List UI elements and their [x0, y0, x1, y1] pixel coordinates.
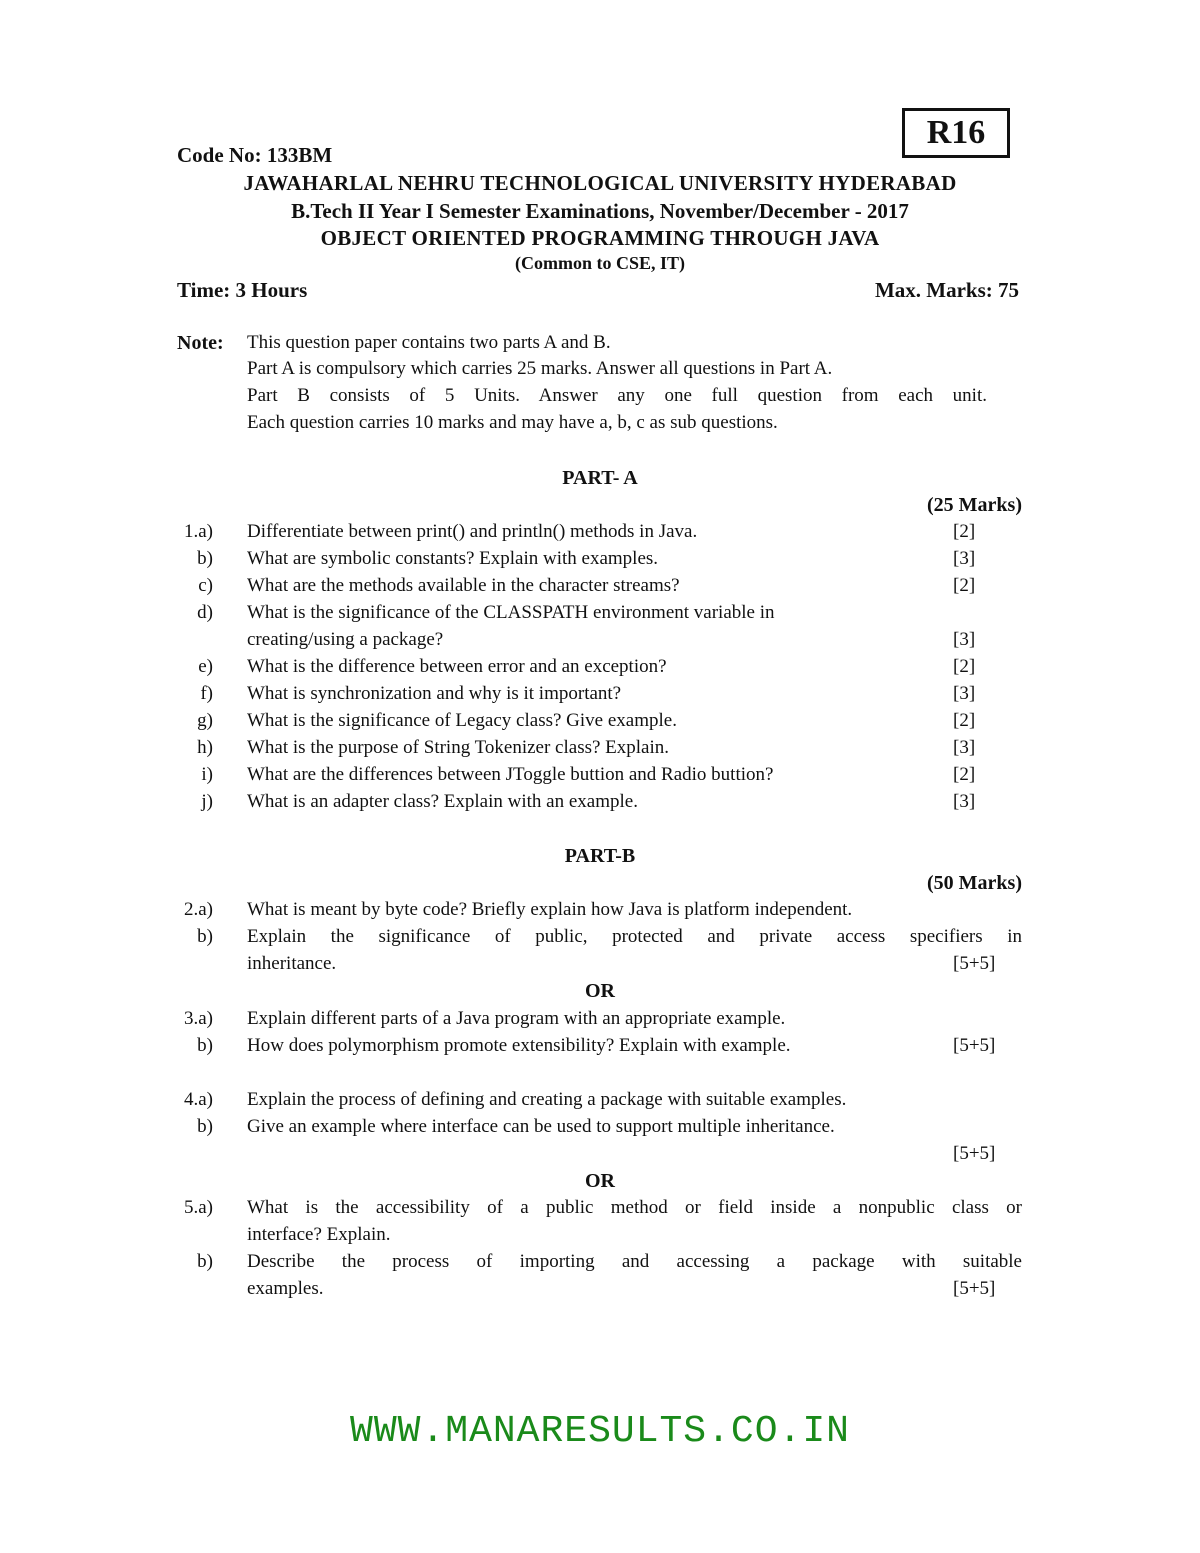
note-line: Each question carries 10 marks and may have a, b, c as sub questions. — [247, 412, 778, 433]
question-label: 4.a) — [183, 1089, 213, 1110]
question-label: e) — [198, 656, 213, 677]
question-text: What are the methods available in the character streams? — [247, 575, 680, 596]
question-text: What are the differences between JToggle buttion and Radio buttion? — [247, 764, 774, 785]
note-label: Note: — [177, 332, 224, 354]
code-number: Code No: 133BM — [177, 143, 333, 167]
question-label: i) — [201, 764, 213, 785]
note-line: Part A is compulsory which carries 25 marks. Answer all questions in Part A. — [247, 358, 833, 379]
question-text: What is synchronization and why is it important? — [247, 683, 622, 704]
question-text-continued: inheritance. — [247, 953, 337, 974]
question-mark: [3] — [953, 683, 976, 704]
part-a-title: PART- A — [562, 467, 638, 489]
question-label: b) — [197, 926, 213, 947]
question-text: What is the significance of the CLASSPATH environment variable in — [247, 602, 775, 623]
question-label: 5.a) — [183, 1197, 213, 1218]
university-name: JAWAHARLAL NEHRU TECHNOLOGICAL UNIVERSITY HYDERABAD — [243, 171, 957, 195]
question-label: d) — [197, 602, 213, 623]
or-separator: OR — [585, 980, 615, 1002]
question-label: h) — [197, 737, 213, 758]
question-text: What is the difference between error and an exception? — [247, 656, 667, 677]
question-text: How does polymorphism promote extensibility? Explain with example. — [247, 1035, 791, 1056]
part-b-marks: (50 Marks) — [927, 872, 1022, 894]
question-mark: [3] — [953, 629, 976, 650]
exam-time: Time: 3 Hours — [177, 278, 308, 302]
question-text: What is an adapter class? Explain with an example. — [247, 791, 638, 812]
question-mark: [3] — [953, 791, 976, 812]
question-text: Explain the process of defining and creating a package with suitable examples. — [247, 1089, 847, 1110]
website-url: WWW.MANARESULTS.CO.IN — [350, 1410, 850, 1453]
question-label: 2.a) — [183, 899, 213, 920]
or-separator: OR — [585, 1170, 615, 1192]
question-mark: [2] — [953, 521, 976, 542]
question-mark: [2] — [953, 764, 976, 785]
question-text: Give an example where interface can be used to support multiple inheritance. — [247, 1116, 835, 1137]
branches-line: (Common to CSE, IT) — [514, 253, 685, 273]
question-text: What is the purpose of String Tokenizer class? Explain. — [247, 737, 670, 758]
question-mark: [5+5] — [953, 1035, 996, 1056]
max-marks: Max. Marks: 75 — [874, 278, 1019, 302]
question-text-continued: creating/using a package? — [247, 629, 444, 650]
exam-title: B.Tech II Year I Semester Examinations, November/December - 2017 — [291, 199, 909, 223]
question-mark: [5+5] — [953, 953, 996, 974]
question-mark: [5+5] — [953, 1278, 996, 1299]
question-text: Differentiate between print() and println() methods in Java. — [247, 521, 698, 542]
question-mark: [5+5] — [953, 1143, 996, 1164]
question-label: b) — [197, 1251, 213, 1272]
subject-title: OBJECT ORIENTED PROGRAMMING THROUGH JAVA — [320, 226, 880, 250]
question-label: b) — [197, 548, 213, 569]
question-mark: [2] — [953, 710, 976, 731]
question-text-continued: examples. — [247, 1278, 324, 1299]
question-label: f) — [200, 683, 213, 704]
question-mark: [3] — [953, 737, 976, 758]
question-text-continued: interface? Explain. — [247, 1224, 391, 1245]
question-label: b) — [197, 1035, 213, 1056]
question-mark: [3] — [953, 548, 976, 569]
question-text: What is the accessibility of a public method or field inside a nonpublic class or — [247, 1197, 1022, 1218]
question-text: What is meant by byte code? Briefly explain how Java is platform independent. — [247, 899, 853, 920]
note-line: Part B consists of 5 Units. Answer any one full question from each unit. — [247, 385, 987, 406]
question-mark: [2] — [953, 656, 976, 677]
part-a-marks: (25 Marks) — [927, 494, 1022, 516]
question-text: Explain different parts of a Java program with an appropriate example. — [247, 1008, 786, 1029]
regulation-badge: R16 — [902, 108, 1010, 158]
question-text: Explain the significance of public, protected and private access specifiers in — [247, 926, 1022, 947]
question-text: Describe the process of importing and accessing a package with suitable — [247, 1251, 1022, 1272]
question-text: What are symbolic constants? Explain with examples. — [247, 548, 659, 569]
question-label: j) — [201, 791, 213, 812]
question-label: 3.a) — [183, 1008, 213, 1029]
question-label: b) — [197, 1116, 213, 1137]
question-label: 1.a) — [183, 521, 213, 542]
question-label: g) — [197, 710, 213, 731]
question-text: What is the significance of Legacy class? Give example. — [247, 710, 677, 731]
part-b-title: PART-B — [564, 845, 636, 867]
question-label: c) — [198, 575, 213, 596]
question-mark: [2] — [953, 575, 976, 596]
note-line: This question paper contains two parts A and B. — [247, 332, 611, 353]
